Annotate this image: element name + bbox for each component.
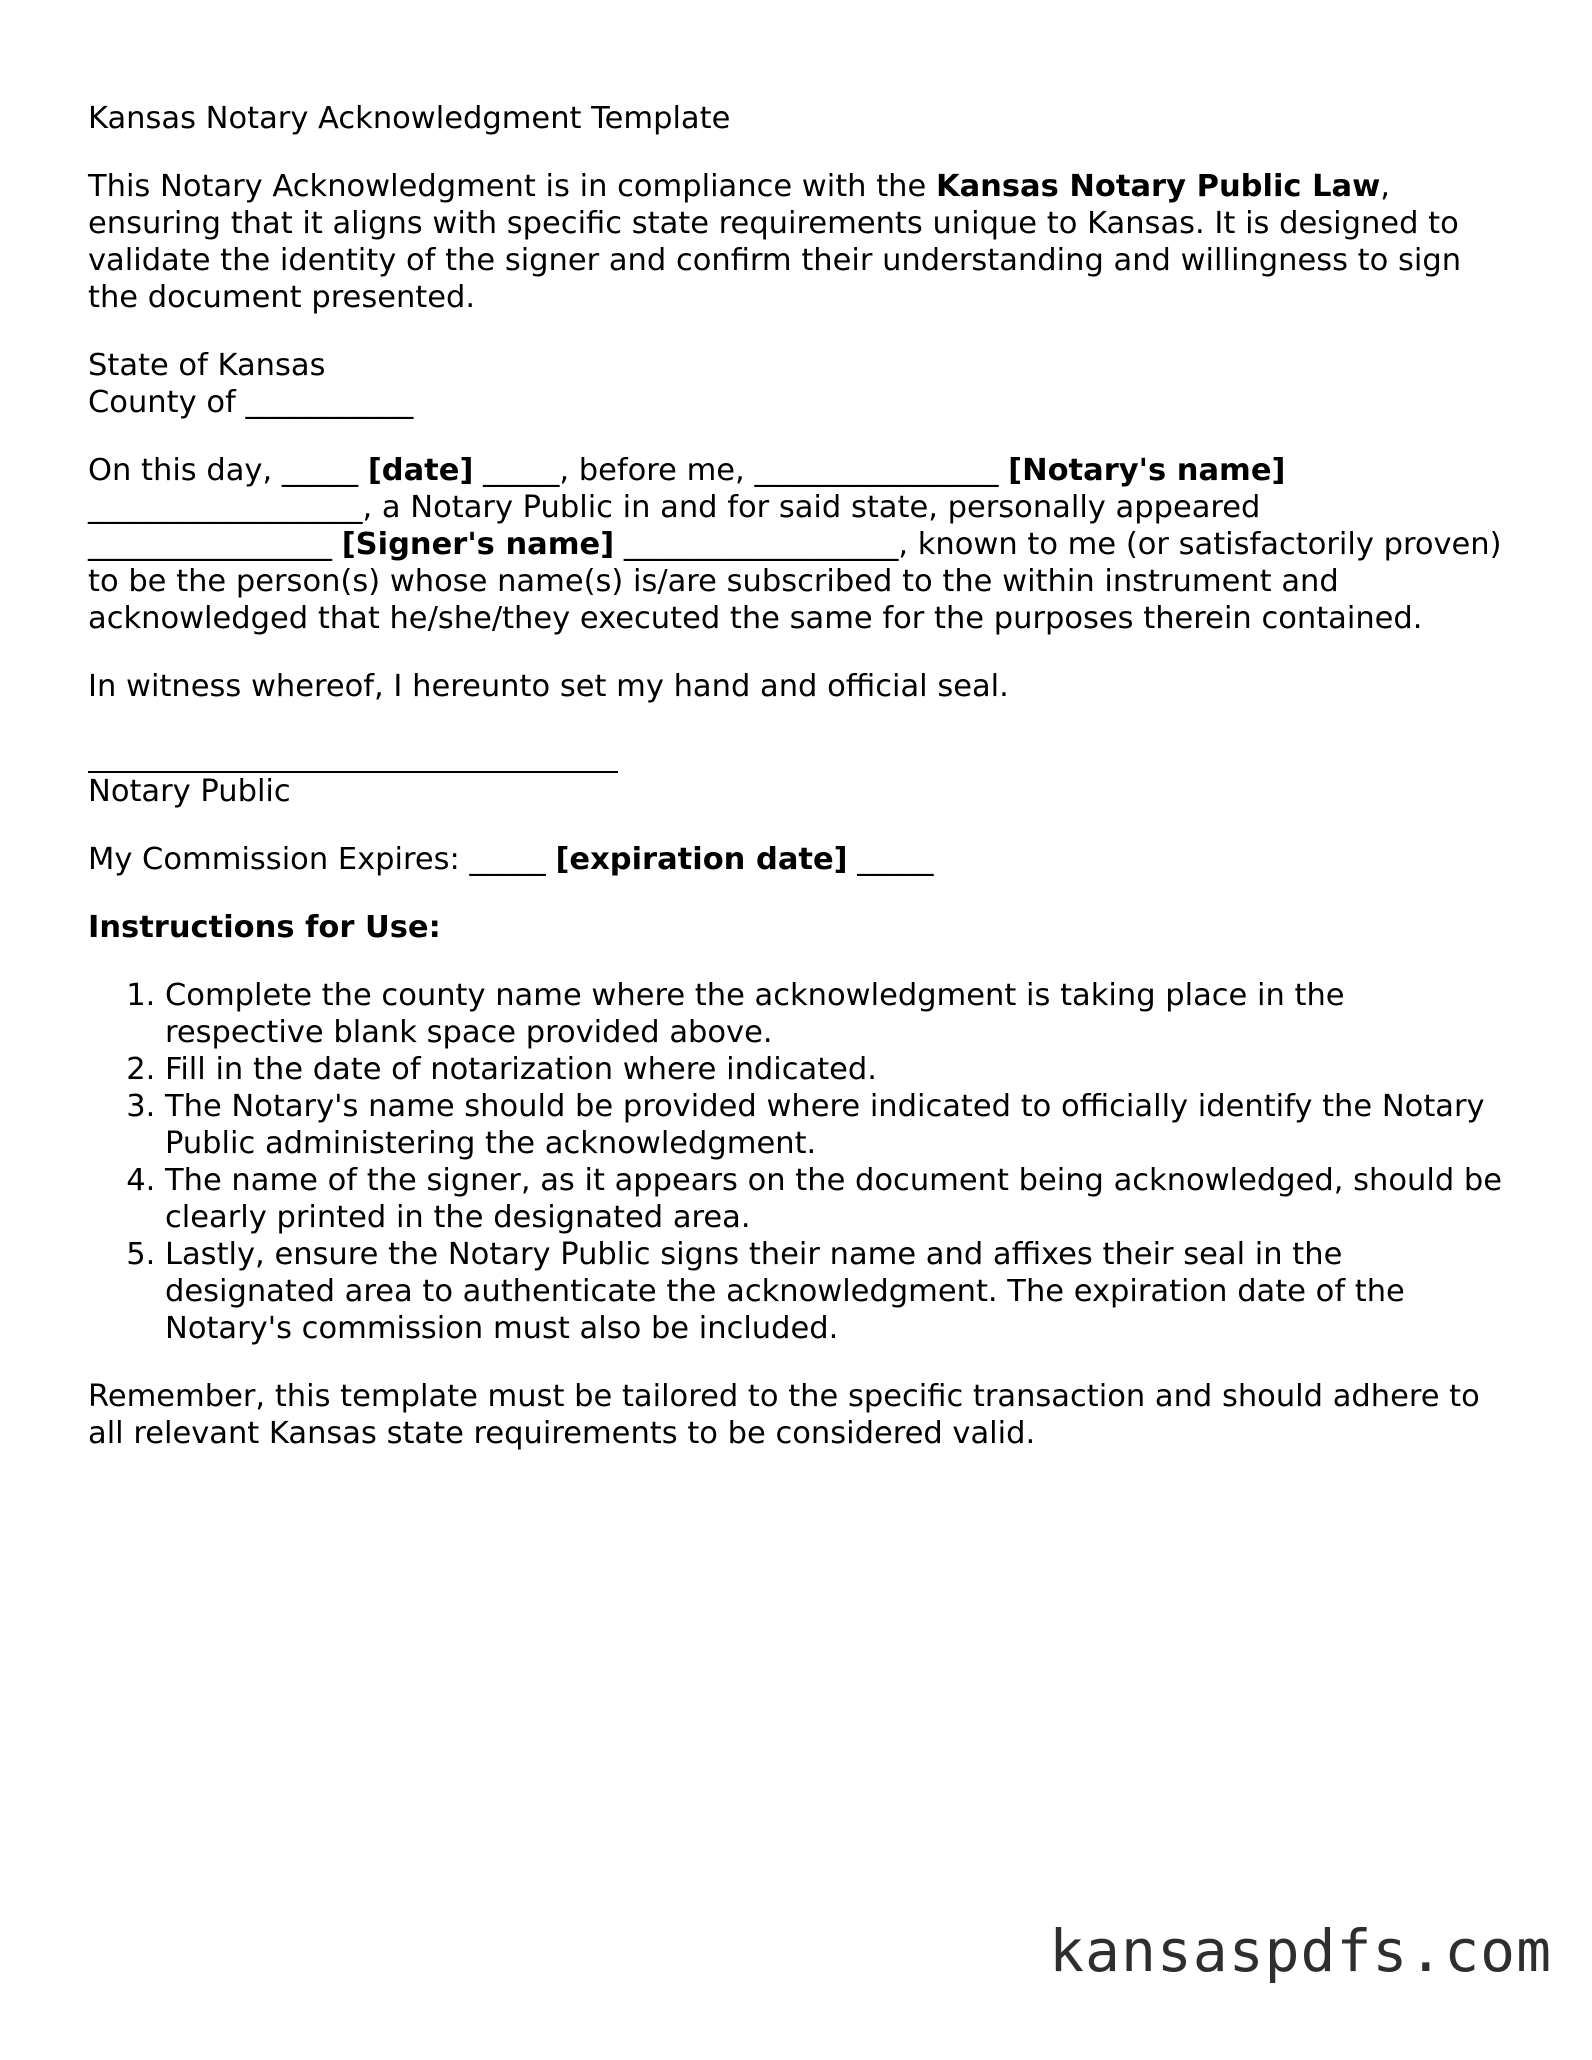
acknowledgment-paragraph <box>88 452 1508 637</box>
instruction-item: 3. The Notary's name should be provided where indicated to officially identify the Notary Public administering the acknowledgment. <box>165 1088 1508 1162</box>
instruction-item: 2. Fill in the date of notarization where indicated. <box>165 1051 1508 1088</box>
ack-text-3: __________________, a Notary Public in and for said state, personally appeared ________________ <box>88 490 1261 562</box>
notary-name-field: [Notary's name] <box>1008 453 1286 488</box>
intro-paragraph <box>88 168 1508 316</box>
signature-caption: Notary Public <box>88 774 291 809</box>
instruction-item: 5. Lastly, ensure the Notary Public signs their name and affixes their seal in the designated area to authenticate the acknowledgment. The expiration date of the Notary's commission must also be included. <box>165 1236 1508 1347</box>
county-blank: ___________ <box>245 385 414 420</box>
venue-block <box>88 347 1508 421</box>
intro-text-after: , ensuring that it aligns with specific state requirements unique to Kansas. It is designed to validate the identity of the signer and confirm their understanding and willingness to sign the document presented. <box>88 169 1462 315</box>
instructions-heading <box>88 909 1508 946</box>
commission-label: My Commission Expires: _____ <box>88 842 556 877</box>
instruction-item: 1. Complete the county name where the acknowledgment is taking place in the respective blank space provided above. <box>165 977 1508 1051</box>
closing-paragraph: Remember, this template must be tailored to the specific transaction and should adhere to all relevant Kansas state requirements to be considered valid. <box>88 1379 1480 1451</box>
ack-text-1: On this day, _____ <box>88 453 368 488</box>
venue-state: State of Kansas <box>88 348 326 383</box>
ack-text-4: __________________, known to me (or satisfactorily proven) to be the person(s) whose name(s) is/are subscribed to the within instrument and acknowledged that he/she/they executed the same for the purposes therein contained. <box>88 527 1502 636</box>
commission-after: _____ <box>847 842 934 877</box>
instructions-list <box>88 977 1508 1347</box>
ack-text-2: _____, before me, ________________ <box>473 453 1009 488</box>
county-label: County of <box>88 385 236 420</box>
site-watermark: kansaspdfs.com <box>1049 1917 1552 1985</box>
intro-text-before: This Notary Acknowledgment is in compliance with the <box>88 169 936 204</box>
signature-block <box>88 736 1508 810</box>
signature-line <box>88 736 618 773</box>
witness-statement: In witness whereof, I hereunto set my hand and official seal. <box>88 669 1009 704</box>
instructions-heading-text: Instructions for Use: <box>88 910 441 945</box>
signer-name-field: [Signer's name] <box>341 527 615 562</box>
venue-county <box>88 384 1508 421</box>
expiration-date-field: [expiration date] <box>555 842 848 877</box>
commission-expiry <box>88 841 1508 878</box>
instruction-item: 4. The name of the signer, as it appears on the document being acknowledged, should be clearly printed in the designated area. <box>165 1162 1508 1236</box>
intro-law-name: Kansas Notary Public Law <box>935 169 1381 204</box>
date-field: [date] <box>367 453 474 488</box>
document-page <box>88 100 1508 1452</box>
document-title: Kansas Notary Acknowledgment Template <box>88 101 731 136</box>
